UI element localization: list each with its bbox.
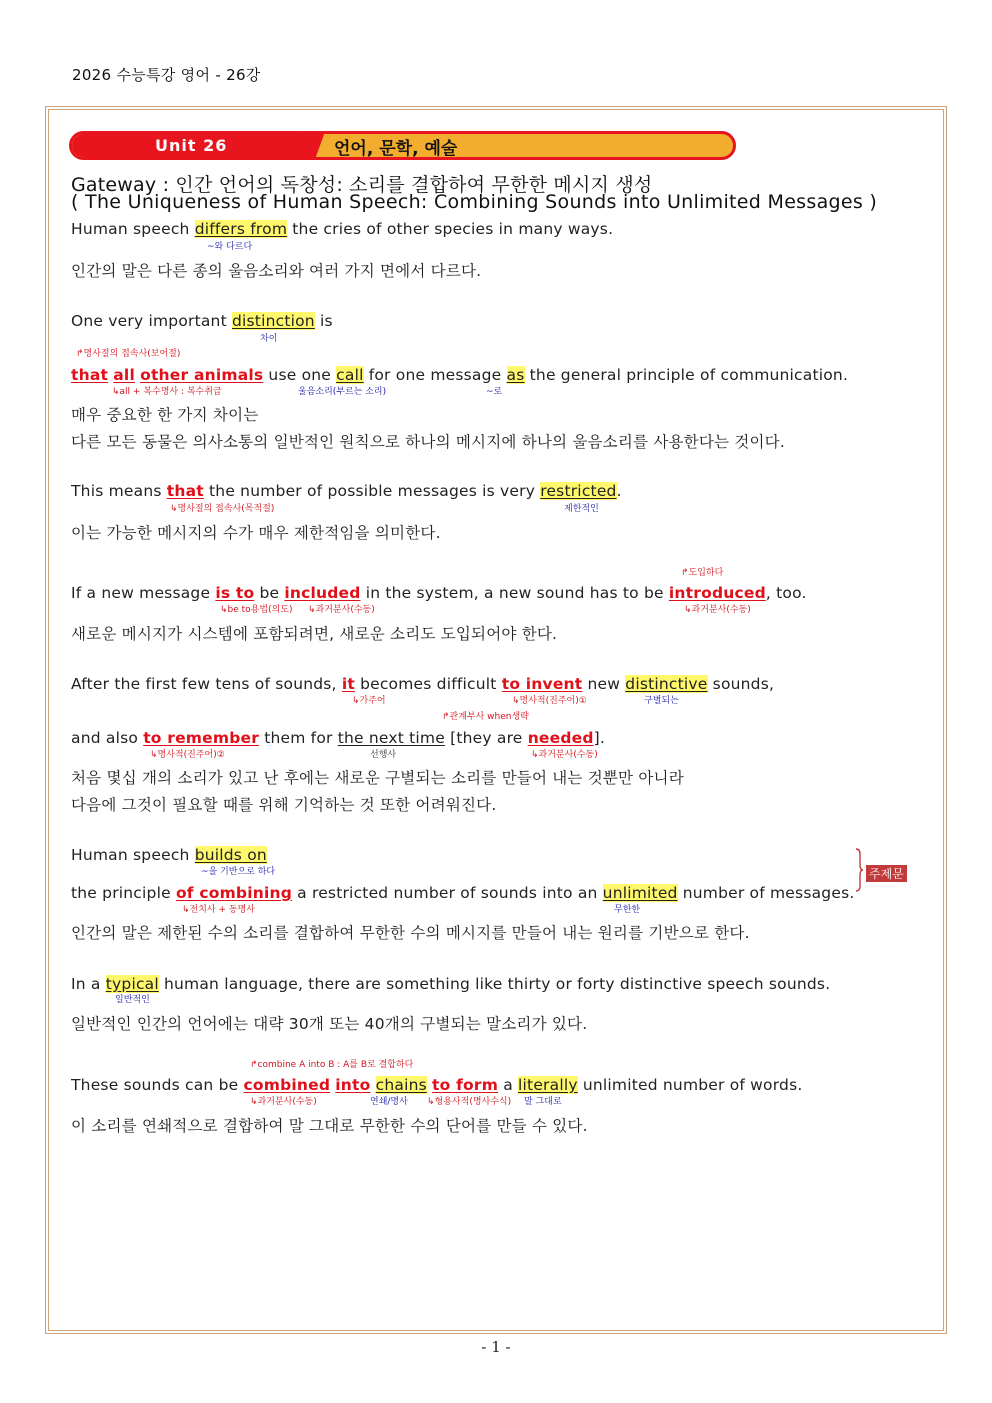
text: the cries of other species in many ways. xyxy=(287,220,614,238)
grammar-included: included xyxy=(284,584,361,602)
annotation: ↳과거분사(수동) xyxy=(531,750,598,760)
grammar-that: that xyxy=(71,366,109,384)
text: unlimited number of words. xyxy=(577,1076,803,1094)
annotation: ↳명사절의 접속사(목적절) xyxy=(170,504,275,514)
annotation: ↳과거분사(수동) xyxy=(308,605,375,615)
page-number: - 1 - xyxy=(481,1338,511,1356)
text: If a new message xyxy=(71,584,216,602)
text: sounds, xyxy=(707,675,775,693)
annotation: 차이 xyxy=(260,334,278,344)
annotation: ↱combine A into B : A를 B로 결합하다 xyxy=(250,1060,414,1070)
annotation: ↳명사적(진주어)① xyxy=(512,696,587,706)
grammar-introduced: introduced xyxy=(668,584,766,602)
text: ]. xyxy=(593,729,606,747)
text: In a xyxy=(71,975,106,993)
text: After the first few tens of sounds, xyxy=(71,675,342,693)
vocab-literally: literally xyxy=(518,1076,578,1094)
grammar-of-combining: of combining xyxy=(175,884,293,902)
translation-4: 새로운 메시지가 시스템에 포함되려면, 새로운 소리도 도입되어야 한다. xyxy=(71,625,558,643)
grammar-all: all xyxy=(113,366,135,384)
grammar-to-form: to form xyxy=(432,1076,499,1094)
text: One very important xyxy=(71,312,232,330)
sentence-6b xyxy=(71,884,854,902)
text: use one xyxy=(263,366,337,384)
grammar-it: it xyxy=(341,675,355,693)
annotation: ↳be to용법(의도) xyxy=(220,605,293,615)
text: the number of possible messages is very xyxy=(203,482,541,500)
space xyxy=(371,1076,376,1094)
text: . xyxy=(616,482,622,500)
sentence-5b xyxy=(71,729,605,747)
annotation: ~로 xyxy=(486,387,503,397)
annotation: ↳전치사 + 동명사 xyxy=(182,905,255,915)
sentence-1 xyxy=(71,220,613,238)
annotation: 구별되는 xyxy=(644,696,679,706)
annotation: 말 그대로 xyxy=(524,1097,562,1107)
text: the general principle of communication. xyxy=(524,366,849,384)
document-header: 2026 수능특강 영어 - 26강 xyxy=(72,66,261,84)
text: human language, there are something like thirty or forty distinctive speech sounds. xyxy=(158,975,831,993)
text: a restricted number of sounds into an xyxy=(292,884,603,902)
text: Human speech xyxy=(71,846,195,864)
text: is xyxy=(314,312,333,330)
gateway-title-korean: Gateway : 인간 언어의 독창성: 소리를 결합하여 무한한 메시지 생성 xyxy=(71,174,653,196)
vocab-restricted: restricted xyxy=(540,482,617,500)
gateway-title-english: ( The Uniqueness of Human Speech: Combining Sounds into Unlimited Messages ) xyxy=(71,191,878,213)
sentence-5a xyxy=(71,675,774,693)
sentence-2a xyxy=(71,312,333,330)
annotation: ↳형용사적(명사수식) xyxy=(427,1097,512,1107)
translation-8: 이 소리를 연쇄적으로 결합하여 말 그대로 무한한 수의 단어를 만들 수 있다. xyxy=(71,1117,588,1135)
annotation: 무한한 xyxy=(614,905,641,915)
sentence-7 xyxy=(71,975,830,993)
annotation: ↱명사절의 접속사(보어절) xyxy=(76,349,181,359)
text: , too. xyxy=(765,584,807,602)
annotation: 연쇄/명사 xyxy=(370,1097,408,1107)
text: [they are xyxy=(444,729,528,747)
grammar-to-remember: to remember xyxy=(143,729,260,747)
grammar-into: into xyxy=(335,1076,371,1094)
annotation: 제한적인 xyxy=(564,504,599,514)
vocab-distinctive: distinctive xyxy=(625,675,708,693)
annotation: ↱도입하다 xyxy=(681,568,724,578)
translation-5a: 처음 몇십 개의 소리가 있고 난 후에는 새로운 구별되는 소리를 만들어 내는 것뿐만 아니라 xyxy=(71,769,684,787)
translation-2a: 매우 중요한 한 가지 차이는 xyxy=(71,406,259,424)
annotation: ↳all + 복수명사 : 복수취급 xyxy=(112,387,222,397)
annotation: 울음소리(부르는 소리) xyxy=(298,387,387,397)
translation-6: 인간의 말은 제한된 수의 소리를 결합하여 무한한 수의 메시지를 만들어 내는 원리를 기반으로 한다. xyxy=(71,924,750,942)
sentence-3 xyxy=(71,482,622,500)
vocab-unlimited: unlimited xyxy=(602,884,678,902)
text: Human speech xyxy=(71,220,195,238)
grammar-to-invent: to invent xyxy=(501,675,583,693)
text: a xyxy=(498,1076,519,1094)
annotation: ~을 기반으로 하다 xyxy=(201,867,276,877)
vocab-typical: typical xyxy=(105,975,159,993)
sentence-6a xyxy=(71,846,267,864)
translation-2b: 다른 모든 동물은 의사소통의 일반적인 원칙으로 하나의 메시지에 하나의 울음소리를 사용한다는 것이다. xyxy=(71,433,785,451)
translation-1: 인간의 말은 다른 종의 울음소리와 여러 가지 면에서 다르다. xyxy=(71,262,482,280)
grammar-is-to: is to xyxy=(215,584,255,602)
translation-3: 이는 가능한 메시지의 수가 매우 제한적임을 의미한다. xyxy=(71,524,441,542)
text: for one message xyxy=(363,366,507,384)
grammar-combined: combined xyxy=(243,1076,331,1094)
text: the principle xyxy=(71,884,176,902)
text: number of messages. xyxy=(677,884,855,902)
annotation: ↱관계부사 when생략 xyxy=(442,712,529,722)
sentence-2b xyxy=(71,366,848,384)
brace-icon xyxy=(854,848,864,892)
text: be xyxy=(254,584,285,602)
vocab-distinction: distinction xyxy=(231,312,315,330)
annotation: ↳과거분사(수동) xyxy=(684,605,751,615)
vocab-as: as xyxy=(506,366,525,384)
annotation: ↳명사적(진주어)② xyxy=(150,750,225,760)
text: and also xyxy=(71,729,144,747)
topic-sentence-tag: 주제문 xyxy=(866,865,907,882)
sentence-8 xyxy=(71,1076,802,1094)
vocab-chains: chains xyxy=(375,1076,427,1094)
text: them for xyxy=(259,729,338,747)
vocab-call: call xyxy=(336,366,364,384)
annotation: ↳가주어 xyxy=(352,696,386,706)
text: becomes difficult xyxy=(354,675,502,693)
unit-title: 언어, 문학, 예술 xyxy=(334,139,458,159)
grammar-other-animals: other animals xyxy=(140,366,264,384)
text: new xyxy=(582,675,626,693)
grammar-that: that xyxy=(166,482,204,500)
text: These sounds can be xyxy=(71,1076,244,1094)
annotation: 선행사 xyxy=(370,750,397,760)
annotation: ↳과거분사(수동) xyxy=(250,1097,317,1107)
unit-label: Unit 26 xyxy=(155,136,228,155)
text: This means xyxy=(71,482,167,500)
vocab-builds-on: builds on xyxy=(194,846,267,864)
annotation: ~와 다르다 xyxy=(207,242,253,252)
antecedent-the-next-time: the next time xyxy=(337,729,445,747)
sentence-4 xyxy=(71,584,807,602)
annotation: 일반적인 xyxy=(115,995,150,1005)
grammar-needed: needed xyxy=(527,729,594,747)
vocab-differs-from: differs from xyxy=(194,220,288,238)
translation-7: 일반적인 인간의 언어에는 대략 30개 또는 40개의 구별되는 말소리가 있다. xyxy=(71,1015,588,1033)
text: in the system, a new sound has to be xyxy=(360,584,669,602)
translation-5b: 다음에 그것이 필요할 때를 위해 기억하는 것 또한 어려워진다. xyxy=(71,796,497,814)
